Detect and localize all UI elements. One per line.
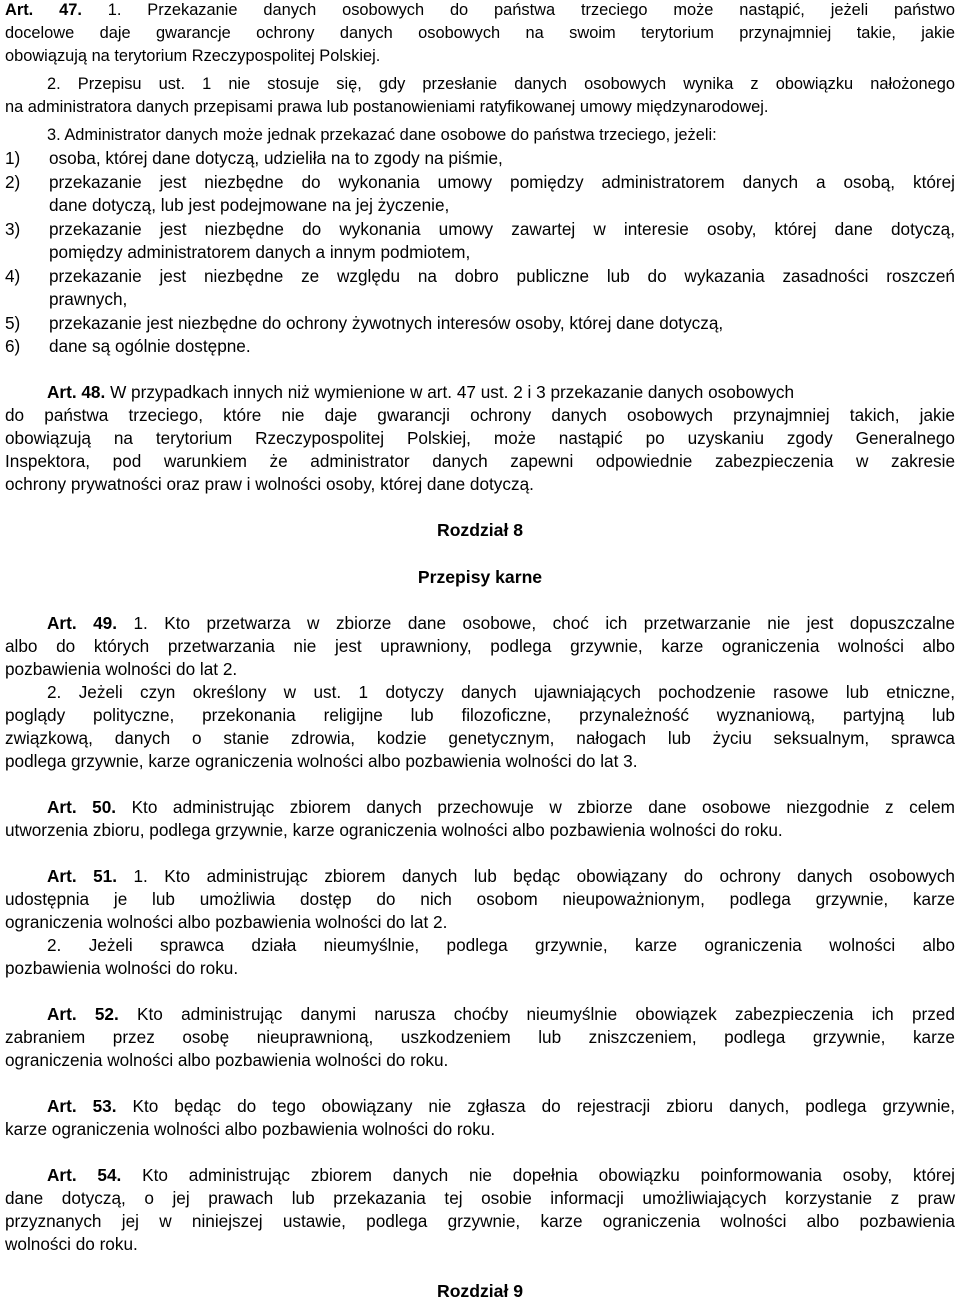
art52-label: Art. 52. bbox=[47, 1004, 119, 1024]
art47-ust2-line-2: na administratora danych przepisami prawa lub postanowieniami ratyfikowanej umowy międzynarodowej. bbox=[5, 98, 769, 116]
art48-line-1: Art. 48. W przypadkach innych niż wymienione w art. 47 ust. 2 i 3 przekazanie danych osobowych bbox=[47, 382, 795, 402]
art49-ust2-line-2: poglądy polityczne, przekonania religijne lub filozoficzne, przynależność wyznaniową, partyjną lub bbox=[5, 705, 955, 725]
art49-ust2-line-4: podlega grzywnie, karze ograniczenia wolności albo pozbawienia wolności do lat 3. bbox=[5, 751, 638, 771]
art54-line-2: dane dotyczą, o jej prawach lub przekazania tej osobie informacji umożliwiających korzystanie z praw bbox=[5, 1188, 955, 1208]
art50-line-1: Art. 50. Kto administrując zbiorem danych przechowuje w zbiorze dane osobowe niezgodnie z celem bbox=[47, 797, 955, 817]
list-item-continuation: prawnych, bbox=[49, 289, 128, 309]
art52-line-1: Art. 52. Kto administrując danymi narusza choćby nieumyślnie obowiązek zabezpieczenia ich przed bbox=[47, 1004, 955, 1024]
art47-line-2: docelowe daje gwarancje ochrony danych osobowych na swoim terytorium przynajmniej takie, jakie bbox=[5, 24, 955, 42]
list-item: przekazanie jest niezbędne do wykonania umowy pomiędzy administratorem danych a osobą, której bbox=[49, 172, 955, 192]
list-item-continuation: pomiędzy administratorem danych a innym podmiotem, bbox=[49, 242, 471, 262]
list-item-number: 4) bbox=[5, 266, 21, 286]
art48-label: Art. 48. bbox=[47, 382, 106, 402]
list-item: przekazanie jest niezbędne do wykonania umowy zawartej w interesie osoby, której dane dotyczą, bbox=[49, 219, 955, 239]
art51-ust2-line-2: pozbawienia wolności do roku. bbox=[5, 958, 239, 978]
art51-label: Art. 51. bbox=[47, 866, 117, 886]
list-item: dane są ogólnie dostępne. bbox=[49, 336, 251, 356]
art48-line-2: do państwa trzeciego, które nie daje gwarancji ochrony danych osobowych przynajmniej takich, jakie bbox=[5, 405, 955, 425]
list-item-continuation: dane dotyczą, lub jest podejmowane na jej życzenie, bbox=[49, 195, 450, 215]
list-item: przekazanie jest niezbędne do ochrony żywotnych interesów osoby, której dane dotyczą, bbox=[49, 313, 724, 333]
art48-line-5: ochrony prywatności oraz praw i wolności osoby, której dane dotyczą. bbox=[5, 474, 534, 494]
list-item-number: 1) bbox=[5, 148, 21, 168]
art51-ust2-line-1: 2. Jeżeli sprawca działa nieumyślnie, podlega grzywnie, karze ograniczenia wolności albo bbox=[47, 935, 955, 955]
chapter-8-title: Rozdział 8 bbox=[436, 520, 524, 540]
art53-label: Art. 53. bbox=[47, 1096, 117, 1116]
art47-line-1: Art. 47. 1. Przekazanie danych osobowych do państwa trzeciego może nastąpić, jeżeli państwo bbox=[5, 1, 955, 19]
art50-line-2: utworzenia zbioru, podlega grzywnie, karze ograniczenia wolności albo pozbawienia wolności do roku. bbox=[5, 820, 783, 840]
list-item: przekazanie jest niezbędne ze względu na dobro publiczne lub do wykazania zasadności roszczeń bbox=[49, 266, 955, 286]
art52-line-3: ograniczenia wolności albo pozbawienia wolności do roku. bbox=[5, 1050, 449, 1070]
art49-line-3: pozbawienia wolności do lat 2. bbox=[5, 659, 238, 679]
art49-ust2-line-1: 2. Jeżeli czyn określony w ust. 1 dotyczy danych ujawniających pochodzenie rasowe lub etniczne, bbox=[47, 682, 955, 702]
list-item-number: 3) bbox=[5, 219, 21, 239]
art47-line-3: obowiązują na terytorium Rzeczypospolitej Polskiej. bbox=[5, 47, 381, 65]
art53-line-1: Art. 53. Kto będąc do tego obowiązany nie zgłasza do rejestracji zbioru danych, podlega grzywnie, bbox=[47, 1096, 955, 1116]
art51-line-3: ograniczenia wolności albo pozbawienia wolności do lat 2. bbox=[5, 912, 448, 932]
art50-label: Art. 50. bbox=[47, 797, 117, 817]
list-item-number: 2) bbox=[5, 172, 21, 192]
art49-line-1: Art. 49. 1. Kto przetwarza w zbiorze dane osobowe, choć ich przetwarzanie nie jest dopuszczalne bbox=[47, 613, 955, 633]
chapter-9-title: Rozdział 9 bbox=[436, 1281, 524, 1301]
art47-ust3-line-1: 3. Administrator danych może jednak przekazać dane osobowe do państwa trzeciego, jeżeli: bbox=[47, 126, 717, 144]
art54-line-4: wolności do roku. bbox=[5, 1234, 138, 1254]
art49-line-2: albo do których przetwarzania nie jest uprawniony, podlega grzywnie, karze ograniczenia wolności albo bbox=[5, 636, 955, 656]
list-item-number: 6) bbox=[5, 336, 21, 356]
art48-line-3: obowiązują na terytorium Rzeczypospolitej Polskiej, może nastąpić po uzyskaniu zgody Generalnego bbox=[5, 428, 955, 448]
art49-ust2-line-3: związkową, danych o stanie zdrowia, kodzie genetycznym, nałogach lub życiu seksualnym, sprawca bbox=[5, 728, 955, 748]
art52-line-2: zabraniem przez osobę nieuprawnioną, uszkodzeniem lub zniszczeniem, podlega grzywnie, karze bbox=[5, 1027, 955, 1047]
art54-label: Art. 54. bbox=[47, 1165, 122, 1185]
art53-line-2: karze ograniczenia wolności albo pozbawienia wolności do roku. bbox=[5, 1119, 496, 1139]
art49-label: Art. 49. bbox=[47, 613, 117, 633]
art54-line-1: Art. 54. Kto administrując zbiorem danych nie dopełnia obowiązku poinformowania osoby, której bbox=[47, 1165, 955, 1185]
list-item-number: 5) bbox=[5, 313, 21, 333]
art48-line-4: Inspektora, pod warunkiem że administrator danych zapewni odpowiednie zabezpieczenia w zakresie bbox=[5, 451, 955, 471]
art51-line-1: Art. 51. 1. Kto administrując zbiorem danych lub będąc obowiązany do ochrony danych osobowych bbox=[47, 866, 955, 886]
art54-line-3: przyznanych jej w niniejszej ustawie, podlega grzywnie, karze ograniczenia wolności albo pozbawienia bbox=[5, 1211, 955, 1231]
art47-ust2-line-1: 2. Przepisu ust. 1 nie stosuje się, gdy przesłanie danych osobowych wynika z obowiązku nałożonego bbox=[47, 75, 955, 93]
art51-line-2: udostępnia je lub umożliwia dostęp do nich osobom nieupoważnionym, podlega grzywnie, karze bbox=[5, 889, 955, 909]
chapter-8-subtitle: Przepisy karne bbox=[417, 567, 543, 587]
art47-label: Art. 47. bbox=[5, 1, 82, 19]
list-item: osoba, której dane dotyczą, udzieliła na to zgody na piśmie, bbox=[49, 148, 503, 168]
